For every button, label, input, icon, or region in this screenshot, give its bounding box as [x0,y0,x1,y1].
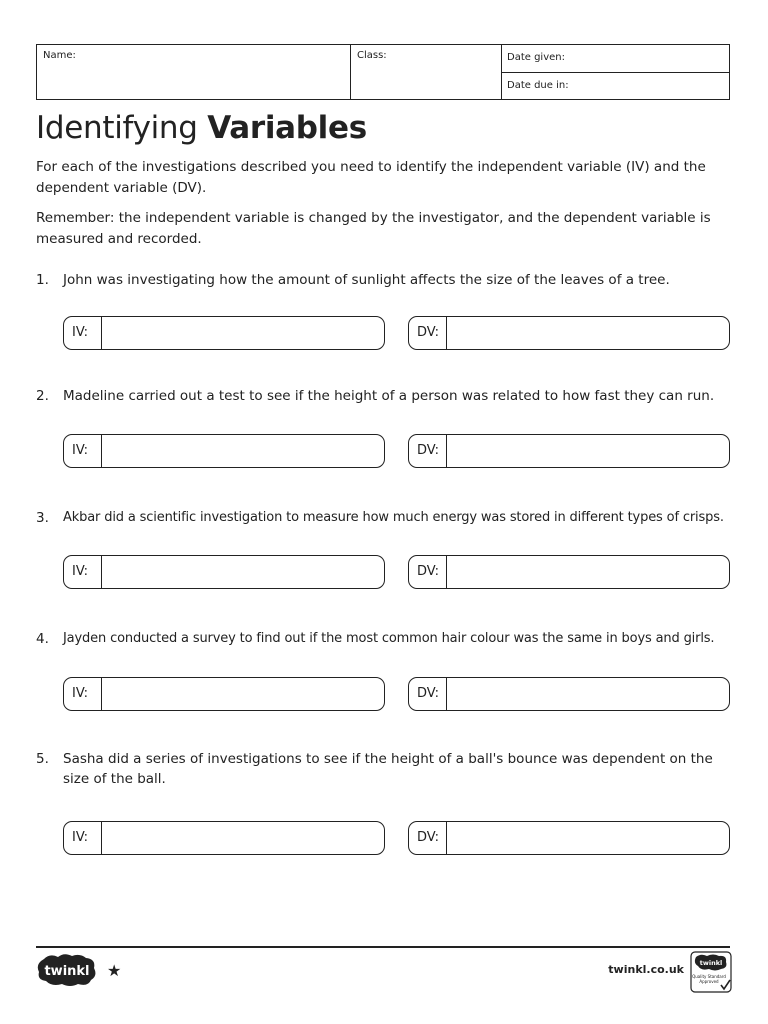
badge-line-2: Approved [699,979,719,984]
question-number: 2. [36,388,49,404]
question-5 [36,749,730,789]
dv-answer-box-2[interactable] [408,434,730,468]
question-number: 1. [36,272,49,288]
iv-label: IV: [64,317,102,349]
intro-paragraph: For each of the investigations described you need to identify the independent variable (IV) and the dependent variable (DV). [36,159,706,196]
iv-label: IV: [64,556,102,588]
badge-brand: twinkl [699,959,723,967]
badge-line-1: Quality Standard [692,974,726,979]
date-due-label: Date due in: [507,80,569,91]
dv-label: DV: [409,317,447,349]
iv-answer-box-3[interactable] [63,555,385,589]
question-text: Madeline carried out a test to see if the height of a person was related to how fast they can run. [63,388,715,404]
dates-cell [502,45,729,99]
question-text: Jayden conducted a survey to find out if the most common hair colour was the same in boys and girls. [63,631,715,646]
footer-divider [36,946,730,948]
header-table [36,44,730,100]
dv-label: DV: [409,678,447,710]
question-text: Sasha did a series of investigations to see if the height of a ball's bounce was dependent on the size of the ball. [63,751,713,787]
quality-badge [690,951,732,993]
iv-label: IV: [64,678,102,710]
name-field[interactable] [37,45,351,99]
iv-answer-box-1[interactable] [63,316,385,350]
dv-label: DV: [409,822,447,854]
class-field[interactable] [351,45,502,99]
dv-answer-box-5[interactable] [408,821,730,855]
question-4 [36,629,730,649]
dv-label: DV: [409,556,447,588]
iv-answer-box-4[interactable] [63,677,385,711]
question-number: 5. [36,751,49,767]
question-3 [36,508,730,528]
iv-answer-box-5[interactable] [63,821,385,855]
date-due-field[interactable] [502,73,729,101]
title-bold: Variables [207,110,367,146]
date-given-label: Date given: [507,52,565,63]
class-label: Class: [357,50,387,61]
dv-answer-box-3[interactable] [408,555,730,589]
site-url[interactable]: twinkl.co.uk [608,963,684,976]
dv-label: DV: [409,435,447,467]
question-number: 4. [36,631,49,647]
star-icon: ★ [107,961,122,980]
question-text: John was investigating how the amount of sunlight affects the size of the leaves of a tree. [63,272,670,288]
name-label: Name: [43,50,76,61]
dv-answer-box-1[interactable] [408,316,730,350]
question-2 [36,386,730,406]
reminder-paragraph: Remember: the independent variable is changed by the investigator, and the dependent variable is measured and recorded. [36,210,711,247]
question-text: Akbar did a scientific investigation to measure how much energy was stored in different types of crisps. [63,510,724,525]
question-1 [36,270,730,290]
date-given-field[interactable] [502,45,729,73]
iv-label: IV: [64,435,102,467]
page-title [36,110,367,146]
iv-label: IV: [64,822,102,854]
dv-answer-box-4[interactable] [408,677,730,711]
iv-answer-box-2[interactable] [63,434,385,468]
title-light: Identifying [36,110,198,146]
question-number: 3. [36,510,49,526]
logo-text: twinkl [44,964,90,979]
twinkl-logo [36,953,98,987]
